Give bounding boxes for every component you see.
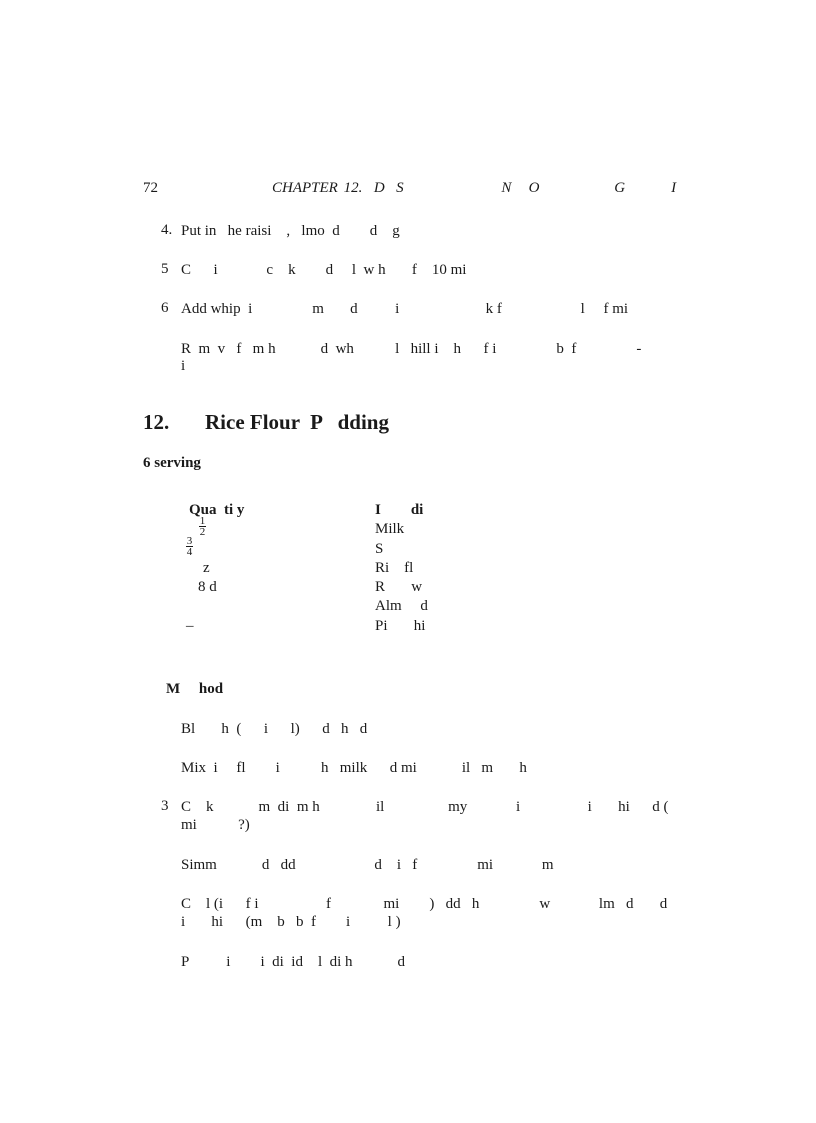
qty-numerator: 3 bbox=[186, 535, 193, 547]
prev-note-line-1: R m v f m h d wh l hill i h f i b f - bbox=[181, 341, 642, 357]
prev-step-5-text: C i c k d l w h f 10 mi bbox=[181, 262, 467, 278]
prev-step-5-number: 5 bbox=[161, 261, 169, 277]
method-step-6: P i i di id l di h d bbox=[181, 954, 406, 970]
method-step-3-line-1: C k m di m h il my i i hi d ( bbox=[181, 799, 669, 815]
qty-value: 8 d bbox=[198, 579, 217, 595]
qty-numerator: 1 bbox=[199, 515, 206, 527]
prev-step-6-number: 6 bbox=[161, 300, 169, 316]
method-heading: M hod bbox=[166, 681, 224, 697]
servings-label: 6 serving bbox=[143, 455, 201, 471]
ingredient-name: Pi hi bbox=[375, 618, 426, 634]
method-step-3-number: 3 bbox=[161, 798, 169, 814]
section-title: Rice Flour P dding bbox=[205, 410, 389, 434]
col-header-quantity: Qua ti y bbox=[189, 502, 245, 518]
method-step-4: Simm d dd d i f mi m bbox=[181, 857, 554, 873]
qty-value: – bbox=[186, 618, 194, 634]
method-step-5-line-1: C l (i f i f mi ) dd h w lm d d bbox=[181, 896, 668, 912]
col-header-ingredient: I di bbox=[375, 502, 424, 518]
page-number: 72 bbox=[143, 180, 158, 196]
prev-step-4-number: 4. bbox=[161, 222, 173, 238]
section-heading bbox=[143, 410, 389, 435]
prev-step-4-text: Put in he raisi , lmo d d g bbox=[181, 223, 400, 239]
qty-value: z bbox=[203, 560, 210, 576]
qty-denominator: 2 bbox=[199, 526, 206, 538]
ingredient-name: R w bbox=[375, 579, 423, 595]
ingredient-name: Milk bbox=[375, 521, 405, 537]
chapter-running-title: CHAPTER 12. D S N O G I bbox=[272, 180, 677, 196]
qty-denominator: 4 bbox=[186, 546, 193, 558]
method-step-2: Mix i fl i h milk d mi il m h bbox=[181, 760, 527, 776]
ingredient-name: Alm d bbox=[375, 598, 428, 614]
qty-fraction-half bbox=[199, 516, 206, 537]
section-number: 12. bbox=[143, 410, 170, 434]
method-step-1: Bl h ( i l) d h d bbox=[181, 721, 368, 737]
qty-fraction-three-quarters bbox=[186, 536, 193, 557]
method-step-5-line-2: i hi (m b b f i l ) bbox=[181, 914, 401, 930]
method-step-3-line-2: mi ?) bbox=[181, 817, 250, 833]
prev-note-line-2: i bbox=[181, 358, 186, 374]
ingredient-name: S bbox=[375, 541, 384, 557]
prev-step-6-text: Add whip i m d i k f l f mi bbox=[181, 301, 629, 317]
ingredient-name: Ri fl bbox=[375, 560, 414, 576]
